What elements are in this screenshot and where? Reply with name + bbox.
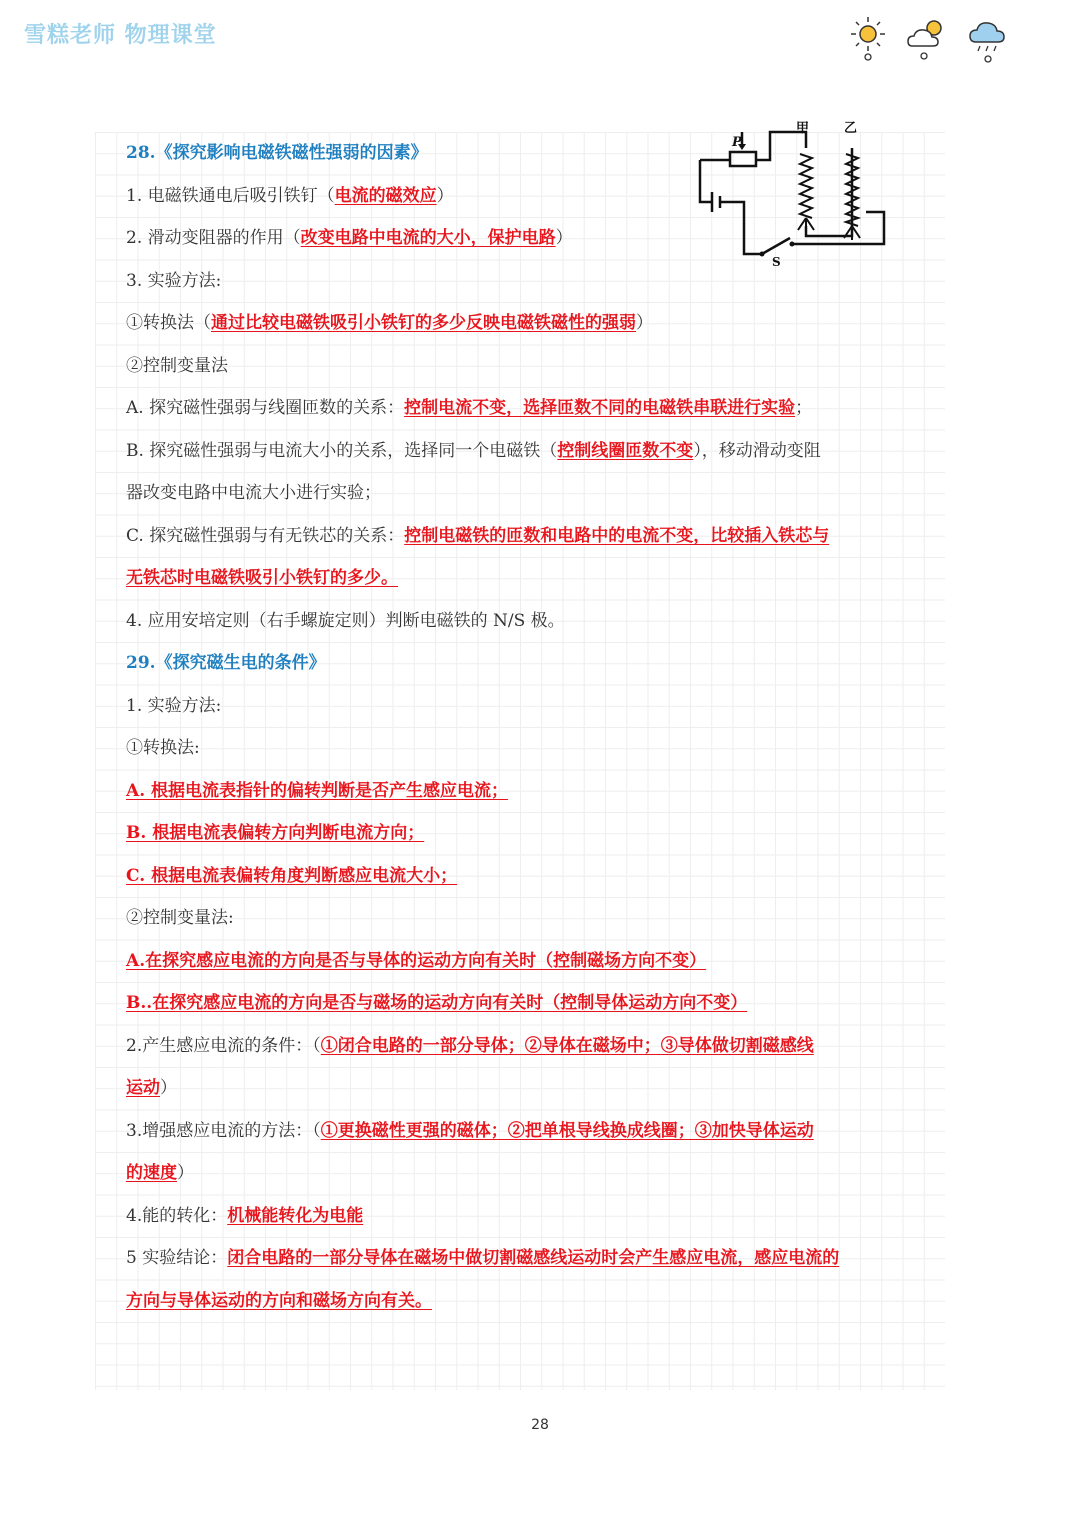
section-heading: 29.《探究磁生电的条件》 <box>126 653 326 673</box>
text-line <box>126 430 926 473</box>
answer-text: 控制电流不变，选择匝数不同的电磁铁串联进行实验 <box>404 398 796 418</box>
weather-icons <box>846 14 1014 66</box>
label-p: P <box>732 135 742 150</box>
text-line <box>126 812 926 855</box>
text-line <box>126 175 926 218</box>
question-text: 5 实验结论： <box>126 1248 228 1268</box>
question-text: 3.增强感应电流的方法：（ <box>126 1120 321 1141</box>
text-line <box>126 132 926 175</box>
text-line <box>126 302 926 345</box>
text-line <box>126 1280 926 1323</box>
answer-text: 方向与导体运动的方向和磁场方向有关。 <box>126 1290 432 1311</box>
answer-text: 控制电磁铁的匝数和电路中的电流不变，比较插入铁芯与 <box>404 525 830 546</box>
question-text: A. 探究磁性强弱与线圈匝数的关系： <box>126 398 405 418</box>
question-text: B. 探究磁性强弱与电流大小的关系，选择同一个电磁铁（ <box>126 440 558 461</box>
label-yi: 乙 <box>844 121 858 136</box>
question-text: 4. 应用安培定则（右手螺旋定则）判断电磁铁的 N/S 极。 <box>126 610 565 631</box>
text-line <box>126 1237 926 1280</box>
rain-cloud-icon <box>966 14 1014 66</box>
text-line <box>126 727 926 770</box>
text-line <box>126 557 926 600</box>
question-text: ①转换法: <box>126 738 200 758</box>
label-s: S <box>772 255 781 268</box>
answer-text: ①更换磁性更强的磁体；②把单根导线换成线圈；③加快导体运动 <box>320 1120 814 1141</box>
question-text: ②控制变量法: <box>126 908 234 928</box>
question-text: ） <box>555 228 573 248</box>
text-line <box>126 940 926 983</box>
question-text: ①转换法（ <box>126 313 211 333</box>
document-body <box>126 132 926 1322</box>
question-text: 4.能的转化： <box>126 1205 228 1226</box>
question-text: ②控制变量法 <box>126 355 228 376</box>
question-text: 3. 实验方法: <box>126 270 222 291</box>
question-text: 器改变电路中电流大小进行实验； <box>126 483 381 503</box>
page-number: 28 <box>531 1417 549 1433</box>
answer-text: 无铁芯时电磁铁吸引小铁钉的多少。 <box>126 568 398 588</box>
answer-text: 闭合电路的一部分导体在磁场中做切割磁感线运动时会产生感应电流，感应电流的 <box>227 1248 840 1268</box>
answer-text: 的速度 <box>126 1163 177 1183</box>
text-line <box>126 642 926 685</box>
answer-text: 机械能转化为电能 <box>227 1205 364 1226</box>
answer-text: C. 根据电流表偏转角度判断感应电流大小； <box>126 865 458 886</box>
answer-text: 改变电路中电流的大小，保护电路 <box>300 228 556 248</box>
text-line <box>126 472 926 515</box>
text-line <box>126 1025 926 1068</box>
text-line <box>126 855 926 898</box>
text-line <box>126 600 926 643</box>
answer-text: ①闭合电路的一部分导体；②导体在磁场中；③导体做切割磁感线 <box>320 1035 814 1056</box>
text-line <box>126 1067 926 1110</box>
question-text: 2.产生感应电流的条件：（ <box>126 1035 321 1056</box>
text-line <box>126 515 926 558</box>
text-line <box>126 685 926 728</box>
answer-text: 电流的磁效应 <box>334 185 437 206</box>
question-text: ； <box>795 398 813 418</box>
text-line <box>126 260 926 303</box>
text-line <box>126 1195 926 1238</box>
answer-text: B. 根据电流表偏转方向判断电流方向； <box>126 823 425 843</box>
answer-text: 控制线圈匝数不变 <box>557 440 694 461</box>
question-text: ），移动滑动变阻 <box>693 440 821 461</box>
text-line <box>126 770 926 813</box>
question-text: 2. 滑动变阻器的作用（ <box>126 228 301 248</box>
brand-title: 雪糕老师 物理课堂 <box>24 23 217 48</box>
section-heading: 28.《探究影响电磁铁磁性强弱的因素》 <box>126 143 428 163</box>
question-text: C. 探究磁性强弱与有无铁芯的关系： <box>126 525 405 546</box>
text-line <box>126 897 926 940</box>
partly-cloudy-icon <box>904 14 952 62</box>
question-text: 1. 电磁铁通电后吸引铁钉（ <box>126 185 335 206</box>
question-text: ） <box>636 313 653 333</box>
question-text: ） <box>177 1163 194 1183</box>
text-line <box>126 982 926 1025</box>
text-line <box>126 217 926 260</box>
text-line <box>126 1110 926 1153</box>
text-line <box>126 387 926 430</box>
answer-text: A.在探究感应电流的方向是否与导体的运动方向有关时（控制磁场方向不变） <box>126 950 707 971</box>
text-line <box>126 345 926 388</box>
question-text: ） <box>160 1078 177 1098</box>
text-line <box>126 1152 926 1195</box>
question-text: 1. 实验方法: <box>126 695 222 716</box>
sun-icon <box>846 14 890 62</box>
answer-text: 通过比较电磁铁吸引小铁钉的多少反映电磁铁磁性的强弱 <box>211 313 636 333</box>
label-jia: 甲 <box>796 121 810 136</box>
answer-text: B..在探究感应电流的方向是否与磁场的运动方向有关时（控制导体运动方向不变） <box>126 993 748 1013</box>
question-text: ） <box>436 185 454 206</box>
answer-text: A. 根据电流表指针的偏转判断是否产生感应电流； <box>126 780 509 801</box>
answer-text: 运动 <box>126 1078 160 1098</box>
